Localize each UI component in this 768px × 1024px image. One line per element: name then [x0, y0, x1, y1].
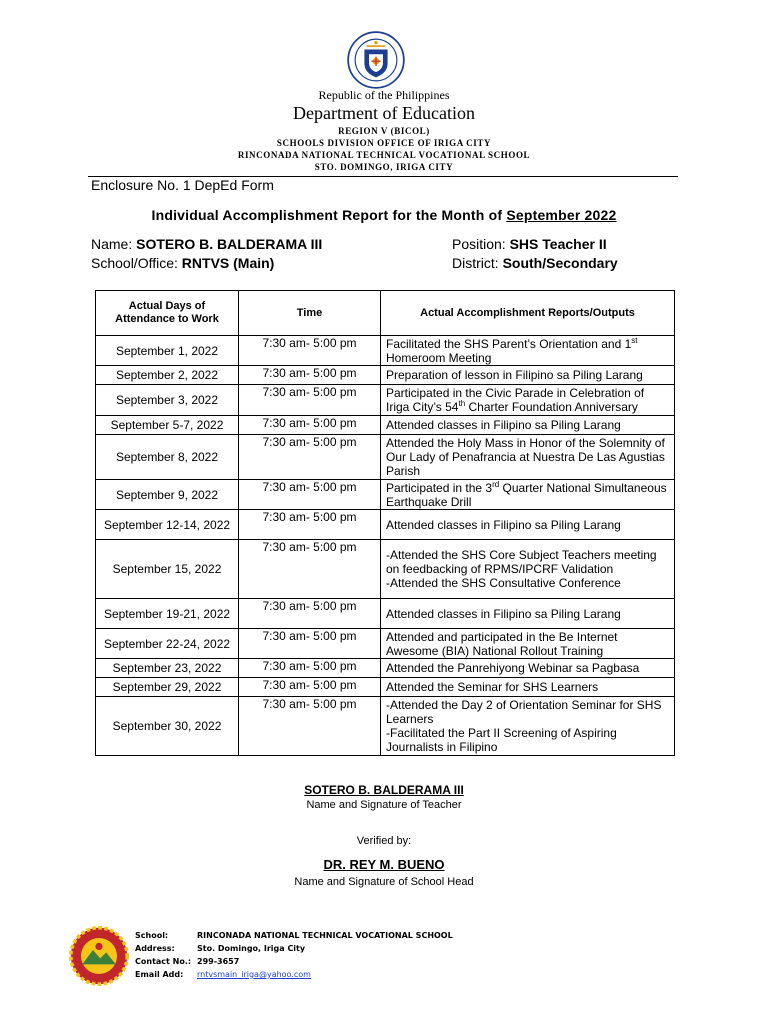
footer-school-row [135, 929, 453, 942]
table-row [96, 435, 675, 480]
accomplishment-item [386, 630, 669, 658]
position-field [452, 236, 607, 252]
header-republic: Republic of the Philippines [318, 88, 450, 102]
accomplishment-text: Attended the Panrehiyong Webinar sa Pagbasa [386, 661, 640, 675]
accomplishment-text: Preparation of lesson in Filipino sa Piling Larang [386, 368, 643, 382]
time-cell: 7:30 am- 5:00 pm [239, 510, 381, 540]
name-label: Name: [91, 236, 133, 252]
table-row [96, 336, 675, 366]
report-title [0, 207, 768, 223]
attendance-date-cell: September 8, 2022 [96, 435, 239, 480]
name-value: SOTERO B. BALDERAMA III [136, 236, 323, 252]
table-row [96, 416, 675, 435]
time-cell: 7:30 am- 5:00 pm [239, 385, 381, 416]
table-row [96, 366, 675, 385]
report-month: September 2022 [506, 207, 617, 223]
attendance-date-cell: September 23, 2022 [96, 659, 239, 678]
ordinal-suffix: rd [492, 479, 500, 489]
district-value: South/Secondary [502, 255, 618, 271]
accomplishment-text: -Attended the Day 2 of Orientation Seminar for SHS Learners [386, 698, 662, 726]
accomplishment-text: Participated in the 3 [386, 480, 493, 495]
header-days: Actual Days of Attendance to Work [96, 291, 239, 336]
attendance-date-cell: September 1, 2022 [96, 336, 239, 366]
time-cell: 7:30 am- 5:00 pm [239, 678, 381, 697]
time-cell: 7:30 am- 5:00 pm [239, 416, 381, 435]
accomplishment-text: Attended classes in Filipino sa Piling Larang [386, 418, 621, 432]
accomplishment-item [386, 386, 669, 414]
accomplishment-text: Attended classes in Filipino sa Piling Larang [386, 517, 621, 532]
footer-email-link[interactable]: rntvsmain_iriga@yahoo.com [197, 970, 311, 979]
time-cell: 7:30 am- 5:00 pm [239, 336, 381, 366]
time-cell: 7:30 am- 5:00 pm [239, 629, 381, 659]
header-time: Time [239, 291, 381, 336]
accomplishment-text: Attended the Seminar for SHS Learners [386, 680, 599, 694]
district-label: District: [452, 255, 499, 271]
accomplishment-item [386, 436, 669, 478]
school-head-caption: Name and Signature of School Head [294, 876, 474, 888]
attendance-date-cell: September 3, 2022 [96, 385, 239, 416]
school-value: RNTVS (Main) [181, 255, 275, 271]
accomplishment-table [95, 290, 675, 756]
attendance-date-cell: September 12-14, 2022 [96, 510, 239, 540]
enclosure-label: Enclosure No. 1 DepEd Form [91, 177, 274, 193]
accomplishment-text: Attended the Holy Mass in Honor of the Solemnity of Our Lady of Penafrancia at Nuestra De Las Agustias Parish [386, 436, 665, 478]
ordinal-suffix: th [458, 399, 466, 408]
accomplishment-item [386, 661, 669, 675]
footer-address-label: Address: [135, 944, 175, 953]
attendance-date-cell: September 9, 2022 [96, 480, 239, 510]
accomplishment-item [386, 368, 669, 382]
table-row [96, 629, 675, 659]
accomplishment-item [386, 548, 669, 576]
table-body [96, 336, 675, 756]
accomplishment-cell [381, 697, 675, 756]
accomplishment-cell [381, 416, 675, 435]
accomplishment-cell [381, 385, 675, 416]
accomplishment-item [386, 576, 669, 590]
time-cell: 7:30 am- 5:00 pm [239, 697, 381, 756]
position-label: Position: [452, 236, 506, 252]
report-title-prefix: Individual Accomplishment Report for the Month of [151, 207, 503, 223]
accomplishment-cell [381, 659, 675, 678]
time-cell: 7:30 am- 5:00 pm [239, 659, 381, 678]
accomplishment-text: Quarter National Simultaneous Earthquake Drill [386, 480, 667, 509]
school-head-name: DR. REY M. BUENO [323, 857, 445, 872]
accomplishment-item [386, 726, 669, 754]
footer-contact-row [135, 955, 453, 968]
accomplishment-cell [381, 336, 675, 366]
footer-school-value: RINCONADA NATIONAL TECHNICAL VOCATIONAL SCHOOL [197, 931, 453, 940]
header-region: REGION V (BICOL) [338, 126, 430, 136]
table-row [96, 385, 675, 416]
accomplishment-text: Charter Foundation Anniversary [465, 400, 638, 414]
table-row [96, 678, 675, 697]
school-field [91, 255, 274, 271]
time-cell: 7:30 am- 5:00 pm [239, 366, 381, 385]
attendance-date-cell: September 15, 2022 [96, 540, 239, 599]
accomplishment-cell [381, 480, 675, 510]
ordinal-suffix: st [631, 335, 638, 345]
accomplishment-cell [381, 540, 675, 599]
table-row [96, 599, 675, 629]
accomplishment-cell [381, 366, 675, 385]
verified-by-label: Verified by: [356, 835, 412, 847]
teacher-signature-caption: Name and Signature of Teacher [306, 799, 462, 811]
footer-email-label: Email Add: [135, 970, 184, 979]
attendance-date-cell: September 5-7, 2022 [96, 416, 239, 435]
table-row [96, 510, 675, 540]
accomplishment-item [386, 680, 669, 694]
accomplishment-item [386, 607, 669, 621]
teacher-signature-name: SOTERO B. BALDERAMA III [304, 783, 464, 797]
table-row [96, 697, 675, 756]
accomplishment-item [386, 518, 669, 532]
accomplishment-item [386, 481, 669, 509]
accomplishment-cell [381, 678, 675, 697]
school-label: School/Office: [91, 255, 178, 271]
accomplishment-text: Attended classes in Filipino sa Piling Larang [386, 606, 621, 621]
footer-address-row [135, 942, 453, 955]
accomplishment-text: Homeroom Meeting [386, 350, 492, 365]
accomplishment-text: -Facilitated the Part II Screening of Aspiring Journalists in Filipino [386, 726, 617, 754]
accomplishment-item [386, 337, 669, 365]
accomplishment-text: Attended and participated in the Be Internet Awesome (BIA) National Rollout Training [386, 629, 618, 658]
accomplishment-text: -Attended the SHS Core Subject Teachers meeting on feedbacking of RPMS/IPCRF Validation [386, 548, 657, 576]
accomplishment-item [386, 698, 669, 726]
footer-contact-label: Contact No.: [135, 957, 192, 966]
accomplishment-text: Facilitated the SHS Parent’s Orientation and 1 [386, 336, 632, 351]
accomplishment-cell [381, 599, 675, 629]
header-outputs: Actual Accomplishment Reports/Outputs [381, 291, 675, 336]
footer-contact-value: 299-3657 [197, 957, 240, 966]
header-department: Department of Education [293, 103, 475, 123]
position-value: SHS Teacher II [509, 236, 607, 252]
accomplishment-cell [381, 435, 675, 480]
time-cell: 7:30 am- 5:00 pm [239, 435, 381, 480]
attendance-date-cell: September 29, 2022 [96, 678, 239, 697]
table-row [96, 659, 675, 678]
header-school: RINCONADA NATIONAL TECHNICAL VOCATIONAL SCHOOL [237, 150, 531, 160]
table-row [96, 480, 675, 510]
accomplishment-text: Participated in the Civic Parade in Celebration of Iriga City’s 54 [386, 386, 645, 414]
district-field [452, 255, 618, 271]
time-cell: 7:30 am- 5:00 pm [239, 599, 381, 629]
time-cell: 7:30 am- 5:00 pm [239, 540, 381, 599]
attendance-date-cell: September 22-24, 2022 [96, 629, 239, 659]
footer-contact-block [135, 929, 453, 981]
header-address: STO. DOMINGO, IRIGA CITY [314, 162, 454, 172]
deped-seal-icon [347, 31, 405, 89]
name-field [91, 236, 322, 252]
footer-address-value: Sto. Domingo, Iriga City [197, 944, 306, 953]
header-division: SCHOOLS DIVISION OFFICE OF IRIGA CITY [276, 138, 492, 148]
footer-email-row [135, 968, 453, 981]
accomplishment-cell [381, 510, 675, 540]
accomplishment-cell [381, 629, 675, 659]
footer-school-label: School: [135, 931, 169, 940]
attendance-date-cell: September 2, 2022 [96, 366, 239, 385]
table-row [96, 540, 675, 599]
time-cell: 7:30 am- 5:00 pm [239, 480, 381, 510]
accomplishment-item [386, 418, 669, 432]
table-header-row [96, 291, 675, 336]
attendance-date-cell: September 30, 2022 [96, 697, 239, 756]
attendance-date-cell: September 19-21, 2022 [96, 599, 239, 629]
accomplishment-text: -Attended the SHS Consultative Conference [386, 576, 621, 590]
school-logo-icon [69, 926, 129, 986]
